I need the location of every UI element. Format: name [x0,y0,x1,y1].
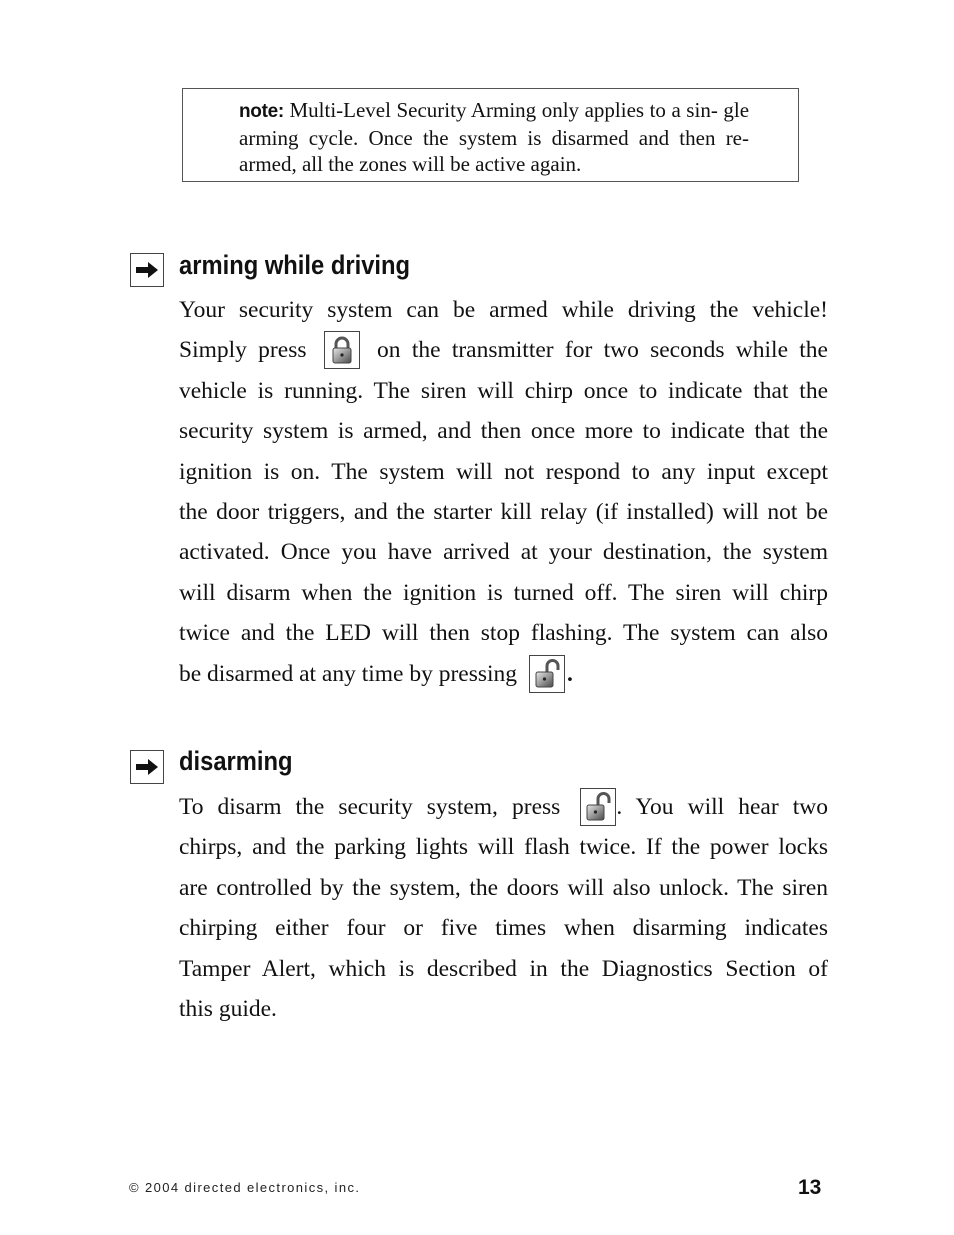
unlock-button-icon [529,655,565,693]
right-arrow-icon [135,261,159,279]
section-body-disarming [179,787,828,1029]
copyright-text: © 2004 directed electronics, inc. [129,1180,361,1195]
paragraph-line: ignition is on. The system will not respond to any input except [179,458,828,485]
paragraph-line: are controlled by the system, the doors will also unlock. The siren [179,874,828,901]
note-line-1: Multi-Level Security Arming only applies to a sin- [289,98,718,122]
paragraph-line: Your security system can be armed while driving the vehicle! [179,297,828,323]
paragraph-text: . You will hear two [616,794,828,820]
paragraph-line [179,787,828,827]
paragraph-line: activated. Once you have arrived at your destination, the system [179,539,828,566]
paragraph-text: on the transmitter for two seconds while the [377,337,828,364]
note-line-2: gle arming cycle. Once the system is disarmed and then [239,98,750,150]
page-number: 13 [798,1176,822,1199]
section-arrow-icon [130,253,164,287]
paragraph-text: be disarmed at any time by pressing [179,660,518,687]
note-box [182,88,799,182]
paragraph-line: this guide. [179,995,277,1022]
lock-button-icon [324,331,360,369]
note-line-3: re-armed, all the zones will be active again. [239,126,749,176]
right-arrow-icon [135,758,159,776]
note-text [239,97,749,177]
paragraph-line: the door triggers, and the starter kill relay (if installed) will not be [179,498,828,525]
paragraph-line: chirps, and the parking lights will flash twice. If the power locks [179,834,828,861]
section-body-arming-while-driving [179,290,828,694]
unlock-button-icon [580,788,616,826]
paragraph-text: To disarm the security system, press [179,794,561,820]
paragraph-line [179,330,828,370]
paragraph-line: vehicle is running. The siren will chirp once to indicate that the [179,377,828,404]
section-heading-arming-while-driving: arming while driving [179,250,411,280]
paragraph-line [179,654,828,694]
paragraph-line: will disarm when the ignition is turned off. The siren will chirp [179,579,828,606]
paragraph-text: Simply press [179,337,307,364]
section-heading-disarming: disarming [179,746,293,776]
paragraph-line: Tamper Alert, which is described in the Diagnostics Section of [179,955,828,982]
paragraph-line: chirping either four or five times when disarming indicates [179,915,828,942]
section-arrow-icon [130,750,164,784]
paragraph-line: security system is armed, and then once more to indicate that the [179,418,828,445]
note-label: note: [239,101,284,122]
paragraph-line: twice and the LED will then stop flashing. The system can also [179,620,828,647]
paragraph-text: . [566,660,573,687]
